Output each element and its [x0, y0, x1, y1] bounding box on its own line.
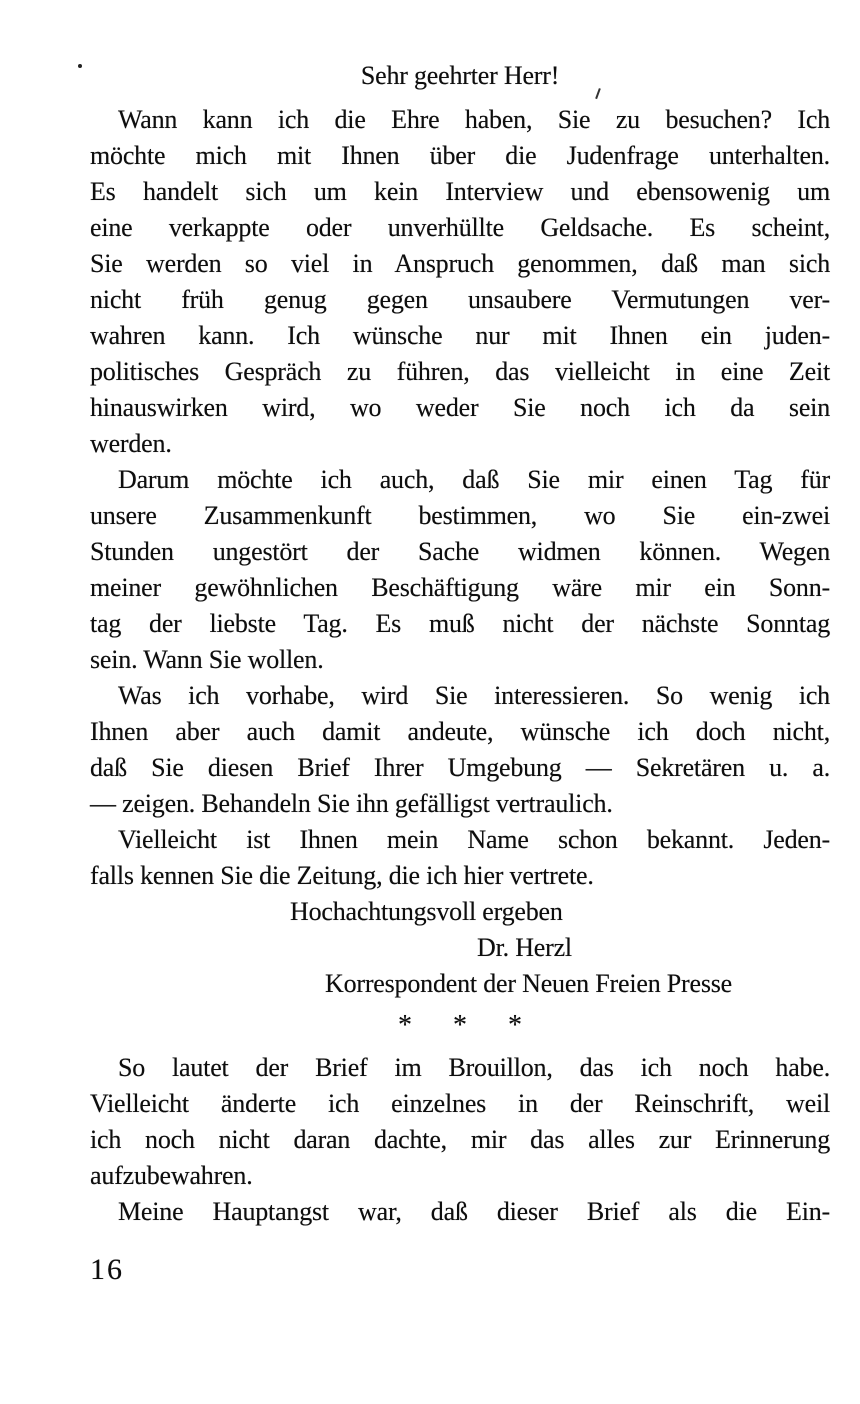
- text-line: Stunden ungestört der Sache widmen können. Wegen: [90, 537, 830, 566]
- text-line: Was ich vorhabe, wird Sie interessieren. So wenig ich: [118, 681, 830, 710]
- text-line: politisches Gespräch zu führen, das vielleicht in eine Zeit: [90, 357, 830, 386]
- narration-paragraph-1: [90, 1050, 830, 1194]
- signature-name: Dr. Herzl: [477, 933, 572, 962]
- letter-salutation: Sehr geehrter Herr!: [360, 61, 560, 90]
- text-line: tag der liebste Tag. Es muß nicht der nächste Sonntag: [90, 609, 830, 638]
- text-line: sein. Wann Sie wollen.: [90, 645, 324, 674]
- narration-paragraph-2: [90, 1194, 830, 1230]
- text-line: aufzubewahren.: [90, 1161, 253, 1190]
- letter-paragraph-2: [90, 462, 830, 678]
- text-line: falls kennen Sie die Zeitung, die ich hier vertrete.: [90, 861, 594, 890]
- text-line: Ihnen aber auch damit andeute, wünsche ich doch nicht,: [90, 717, 830, 746]
- text-line: So lautet der Brief im Brouillon, das ich noch habe.: [118, 1053, 830, 1082]
- text-line: Wann kann ich die Ehre haben, Sie zu besuchen? Ich: [118, 105, 830, 134]
- text-line: nicht früh genug gegen unsaubere Vermutungen ver-: [90, 285, 830, 314]
- letter-paragraph-4: [90, 822, 830, 894]
- text-line: möchte mich mit Ihnen über die Judenfrage unterhalten.: [90, 141, 830, 170]
- text-line: eine verkappte oder unverhüllte Geldsache. Es scheint,: [90, 213, 830, 242]
- page-number: 16: [90, 1253, 124, 1286]
- text-line: ich noch nicht daran dachte, mir das alles zur Erinnerung: [90, 1125, 830, 1154]
- text-line: Vielleicht ist Ihnen mein Name schon bekannt. Jeden-: [118, 825, 830, 854]
- text-line: meiner gewöhnlichen Beschäftigung wäre mir ein Sonn-: [90, 573, 830, 602]
- text-line: daß Sie diesen Brief Ihrer Umgebung — Sekretären u. a.: [90, 753, 830, 782]
- text-line: hinauswirken wird, wo weder Sie noch ich da sein: [90, 393, 830, 422]
- signature-closing: Hochachtungsvoll ergeben: [290, 897, 563, 926]
- print-artifact-dot: [78, 64, 82, 68]
- text-line: Darum möchte ich auch, daß Sie mir einen Tag für: [118, 465, 830, 494]
- text-line: wahren kann. Ich wünsche nur mit Ihnen ein juden-: [90, 321, 830, 350]
- section-separator-asterisks: * * *: [398, 1010, 522, 1041]
- text-line: — zeigen. Behandeln Sie ihn gefälligst vertraulich.: [90, 789, 613, 818]
- text-line: Sie werden so viel in Anspruch genommen, daß man sich: [90, 249, 830, 278]
- text-line: unsere Zusammenkunft bestimmen, wo Sie ein-zwei: [90, 501, 830, 530]
- text-line: werden.: [90, 429, 172, 458]
- text-line: Es handelt sich um kein Interview und ebensowenig um: [90, 177, 830, 206]
- text-line: Meine Hauptangst war, daß dieser Brief als die Ein-: [118, 1197, 830, 1226]
- letter-paragraph-3: [90, 678, 830, 822]
- text-line: Vielleicht änderte ich einzelnes in der Reinschrift, weil: [90, 1089, 830, 1118]
- letter-signature: [90, 894, 830, 1002]
- letter-paragraph-1: [90, 102, 830, 462]
- signature-title: Korrespondent der Neuen Freien Presse: [325, 969, 733, 998]
